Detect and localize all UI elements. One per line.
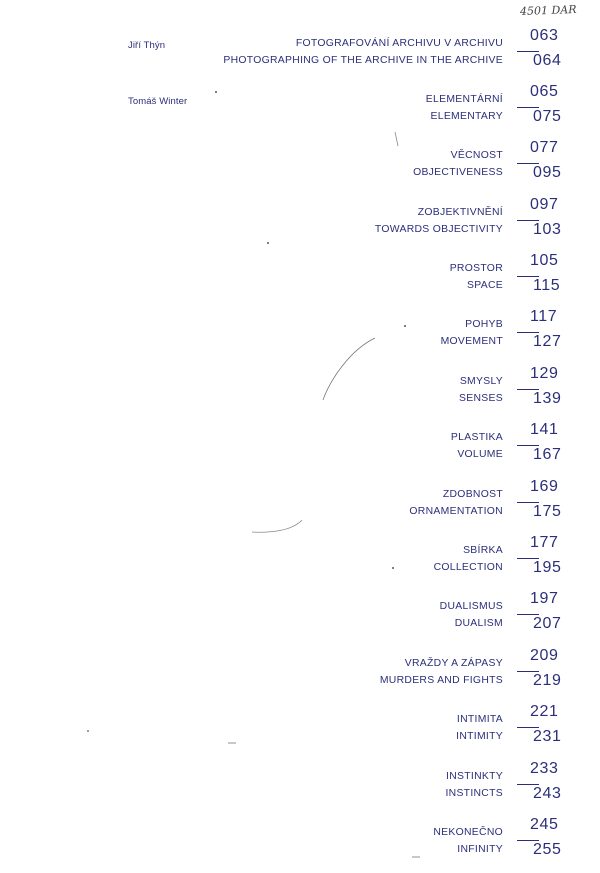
author-jiri-thyn: Jiří Thýn (128, 40, 166, 51)
title-en: TOWARDS OBJECTIVITY (374, 223, 503, 235)
page-start: 077 (530, 139, 559, 156)
title-en: INSTINCTS (445, 787, 503, 799)
title-cz: NEKONEČNO (433, 827, 503, 838)
page-end: 115 (533, 277, 561, 294)
page-end: 103 (533, 221, 562, 238)
page-start: 105 (530, 252, 559, 269)
title-en: OBJECTIVENESS (413, 166, 503, 178)
page-start: 233 (530, 760, 559, 777)
page-start: 177 (530, 534, 559, 551)
page-end: 255 (533, 841, 562, 858)
page-start: 117 (530, 308, 558, 325)
title-cz: POHYB (465, 319, 503, 330)
page-end: 127 (533, 333, 562, 350)
page-start: 221 (530, 703, 559, 720)
page-end: 064 (533, 52, 562, 69)
title-cz: PROSTOR (449, 263, 503, 274)
page-start: 209 (530, 647, 559, 664)
handwritten-note: 4501 DAR (519, 3, 577, 18)
title-en: MOVEMENT (440, 335, 503, 347)
page-end: 219 (533, 672, 562, 689)
title-en: ELEMENTARY (430, 110, 503, 122)
title-en: PHOTOGRAPHING OF THE ARCHIVE IN THE ARCHIVE (223, 54, 503, 66)
author-tomas-winter: Tomáš Winter (128, 96, 188, 107)
title-en: SENSES (459, 392, 503, 404)
title-en: ORNAMENTATION (409, 505, 503, 517)
title-cz: INTIMITA (456, 714, 503, 725)
title-cz: ELEMENTÁRNÍ (425, 94, 503, 105)
title-en: VOLUME (457, 448, 503, 460)
title-cz: SMYSLY (459, 376, 503, 387)
title-cz: VRAŽDY A ZÁPASY (404, 658, 503, 669)
page-end: 095 (533, 164, 562, 181)
title-cz: SBÍRKA (463, 545, 503, 556)
page-end: 231 (533, 728, 562, 745)
page-end: 167 (533, 446, 562, 463)
page-start: 169 (530, 478, 559, 495)
page-start: 063 (530, 27, 559, 44)
title-en: COLLECTION (433, 561, 503, 573)
title-en: MURDERS AND FIGHTS (379, 674, 503, 686)
title-en: INFINITY (457, 843, 503, 855)
title-cz: DUALISMUS (439, 601, 503, 612)
title-en: INTIMITY (456, 730, 503, 742)
page-end: 175 (533, 503, 562, 520)
page-end: 207 (533, 615, 562, 632)
page-start: 197 (530, 590, 559, 607)
title-cz: ZOBJEKTIVNĚNÍ (417, 207, 503, 218)
page-end: 195 (533, 559, 562, 576)
title-cz: INSTINKTY (446, 771, 503, 782)
page-end: 139 (533, 390, 562, 407)
title-cz: VĚCNOST (450, 150, 503, 161)
title-en: SPACE (467, 279, 503, 291)
page-start: 065 (530, 83, 559, 100)
page-start: 097 (530, 196, 559, 213)
page-start: 129 (530, 365, 559, 382)
page-start: 245 (530, 816, 559, 833)
page-start: 141 (530, 421, 559, 438)
title-cz: PLASTIKA (450, 432, 503, 443)
page-end: 075 (533, 108, 562, 125)
title-en: DUALISM (454, 617, 503, 629)
title-cz: ZDOBNOST (442, 489, 503, 500)
title-cz: FOTOGRAFOVÁNÍ ARCHIVU V ARCHIVU (295, 38, 503, 49)
page-end: 243 (533, 785, 562, 802)
